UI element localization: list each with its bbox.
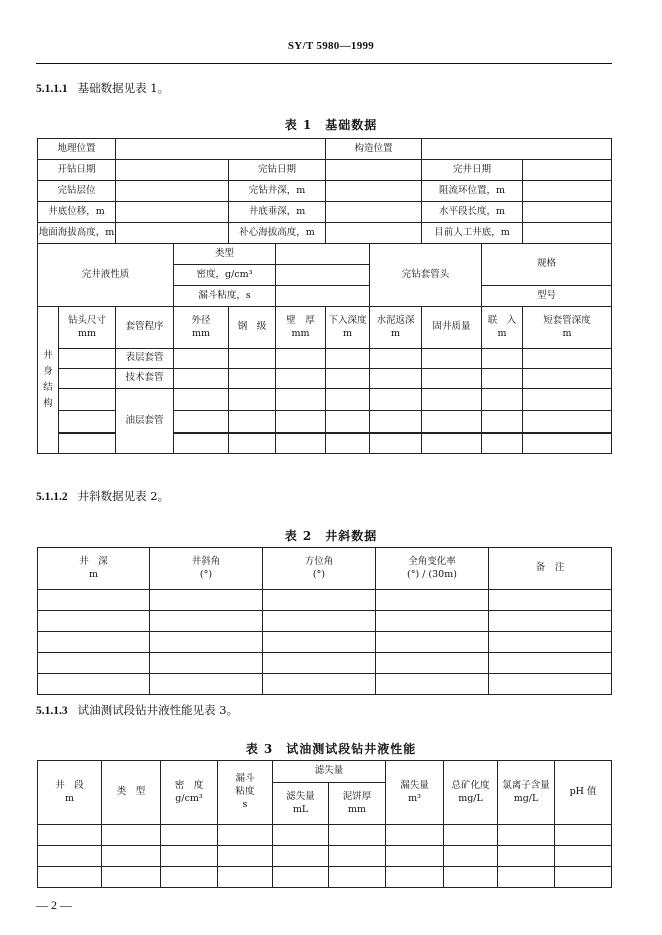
value-cell[interactable]	[38, 632, 150, 653]
hdr-cementing-quality: 固井质量	[422, 307, 482, 349]
value-cell[interactable]	[370, 411, 422, 433]
value-cell[interactable]	[218, 846, 273, 867]
section-number: 5.1.1.1	[36, 83, 68, 95]
value-cell[interactable]	[482, 411, 523, 433]
hdr-joint: 联 入 m	[482, 307, 523, 349]
label-well-structure	[38, 307, 59, 454]
value-cell[interactable]	[102, 846, 161, 867]
value-cell[interactable]	[174, 369, 229, 389]
value-cell[interactable]	[523, 223, 612, 244]
value-cell[interactable]	[523, 202, 612, 223]
value-cell[interactable]	[174, 434, 229, 454]
value-cell[interactable]	[326, 389, 370, 411]
label-well-completion-date: 完井日期	[422, 160, 523, 181]
value-cell[interactable]	[150, 632, 263, 653]
hdr-filtrate: 滤失量 mL	[273, 783, 329, 825]
value-cell[interactable]	[229, 389, 276, 411]
label-fluid-type: 类型	[174, 244, 276, 265]
value-cell[interactable]	[59, 411, 116, 433]
value-cell[interactable]	[229, 411, 276, 433]
hdr-water-loss: 滤失量	[273, 761, 386, 783]
casing-production: 油层套管	[116, 389, 174, 454]
value-cell[interactable]	[38, 674, 150, 695]
value-cell[interactable]	[523, 181, 612, 202]
label-completion-fluid: 完井液性质	[38, 244, 174, 307]
label-geo-location: 地理位置	[38, 139, 116, 160]
value-cell[interactable]	[161, 867, 218, 888]
value-cell[interactable]	[523, 160, 612, 181]
section-number: 5.1.1.3	[36, 705, 68, 717]
hdr-density: 密 度 g/cm³	[161, 761, 218, 825]
label-current-artificial-bottom: 目前人工井底，m	[422, 223, 523, 244]
hdr-casing-program: 套管程序	[116, 307, 174, 349]
label-completion-layer: 完钻层位	[38, 181, 116, 202]
value-cell[interactable]	[422, 434, 482, 454]
value-cell[interactable]	[38, 867, 102, 888]
section-5-1-1-1	[36, 80, 169, 96]
value-cell[interactable]	[59, 434, 116, 454]
value-cell[interactable]	[376, 632, 489, 653]
value-cell[interactable]	[523, 349, 612, 369]
value-cell[interactable]	[489, 653, 612, 674]
hdr-chloride: 氯离子含量 mg/L	[498, 761, 555, 825]
value-cell[interactable]	[489, 632, 612, 653]
value-cell[interactable]	[422, 139, 612, 160]
value-cell[interactable]	[326, 349, 370, 369]
casing-intermediate: 技术套管	[116, 369, 174, 389]
section-text: 井斜数据见表 2。	[77, 489, 170, 503]
value-cell[interactable]	[482, 389, 523, 411]
hdr-azimuth: 方位角 (°)	[263, 548, 376, 590]
section-text: 基础数据见表 1。	[77, 81, 170, 95]
value-cell[interactable]	[150, 611, 263, 632]
hdr-leak-loss: 漏失量 m³	[386, 761, 444, 825]
hdr-dogleg: 全角变化率 (°) / (30m)	[376, 548, 489, 590]
hdr-remarks: 备 注	[489, 548, 612, 590]
value-cell[interactable]	[523, 434, 612, 454]
casing-surface: 表层套管	[116, 349, 174, 369]
value-cell[interactable]	[555, 846, 612, 867]
value-cell[interactable]	[116, 181, 229, 202]
label-horizontal-length: 水平段长度，m	[422, 202, 523, 223]
value-cell[interactable]	[276, 411, 326, 433]
side-char: 身	[43, 365, 53, 377]
hdr-short-casing-depth: 短套管深度 m	[523, 307, 612, 349]
value-cell[interactable]	[376, 611, 489, 632]
hdr-wall-thickness: 壁 厚 mm	[276, 307, 326, 349]
value-cell[interactable]	[444, 867, 498, 888]
hdr-salinity: 总矿化度 mg/L	[444, 761, 498, 825]
hdr-cement-return-depth: 水泥返深 m	[370, 307, 422, 349]
value-cell[interactable]	[376, 674, 489, 695]
section-number: 5.1.1.2	[36, 491, 68, 503]
value-cell[interactable]	[326, 411, 370, 433]
value-cell[interactable]	[370, 369, 422, 389]
table2	[37, 547, 612, 695]
header-rule	[36, 63, 612, 64]
value-cell[interactable]	[116, 139, 326, 160]
value-cell[interactable]	[444, 846, 498, 867]
table1	[37, 138, 612, 454]
value-cell[interactable]	[174, 411, 229, 433]
value-cell[interactable]	[38, 653, 150, 674]
label-model: 型号	[482, 286, 612, 307]
value-cell[interactable]	[263, 653, 376, 674]
value-cell[interactable]	[218, 867, 273, 888]
label-completion-casing-head: 完钻套管头	[370, 244, 482, 307]
value-cell[interactable]	[229, 349, 276, 369]
value-cell[interactable]	[326, 434, 370, 454]
value-cell[interactable]	[161, 825, 218, 846]
value-cell[interactable]	[150, 590, 263, 611]
value-cell[interactable]	[273, 867, 329, 888]
label-choke-ring-position: 阻流环位置，m	[422, 181, 523, 202]
value-cell[interactable]	[386, 825, 444, 846]
value-cell[interactable]	[329, 846, 386, 867]
label-structure-location: 构造位置	[326, 139, 422, 160]
hdr-type: 类 型	[102, 761, 161, 825]
value-cell[interactable]	[276, 349, 326, 369]
value-cell[interactable]	[482, 434, 523, 454]
value-cell[interactable]	[38, 846, 102, 867]
hdr-well-depth: 井 深 m	[38, 548, 150, 590]
table1-caption: 表 1 基础数据	[284, 118, 378, 132]
value-cell[interactable]	[498, 867, 555, 888]
hdr-inclination: 井斜角 (°)	[150, 548, 263, 590]
hdr-ph: pH 值	[555, 761, 612, 825]
value-cell[interactable]	[482, 349, 523, 369]
value-cell[interactable]	[326, 181, 422, 202]
value-cell[interactable]	[523, 411, 612, 433]
side-char: 结	[43, 382, 53, 393]
value-cell[interactable]	[498, 825, 555, 846]
hdr-bit-size: 钻头尺寸 mm	[59, 307, 116, 349]
value-cell[interactable]	[38, 611, 150, 632]
hdr-steel-grade: 钢 级	[229, 307, 276, 349]
value-cell[interactable]	[276, 265, 370, 286]
value-cell[interactable]	[370, 389, 422, 411]
table3-caption: 表 3 试油测试段钻井液性能	[245, 742, 417, 756]
value-cell[interactable]	[116, 223, 229, 244]
label-spud-date: 开钻日期	[38, 160, 116, 181]
section-5-1-1-2	[36, 488, 169, 504]
label-ground-elevation: 地面海拔高度，m	[38, 223, 116, 244]
value-cell[interactable]	[273, 846, 329, 867]
value-cell[interactable]	[422, 389, 482, 411]
value-cell[interactable]	[263, 590, 376, 611]
value-cell[interactable]	[482, 369, 523, 389]
label-fluid-density: 密度，g/cm³	[174, 265, 276, 286]
label-bottom-displacement: 井底位移，m	[38, 202, 116, 223]
value-cell[interactable]	[386, 867, 444, 888]
value-cell[interactable]	[386, 846, 444, 867]
value-cell[interactable]	[229, 434, 276, 454]
table2-caption: 表 2 井斜数据	[284, 529, 378, 543]
value-cell[interactable]	[422, 349, 482, 369]
value-cell[interactable]	[218, 825, 273, 846]
value-cell[interactable]	[59, 369, 116, 389]
value-cell[interactable]	[276, 286, 370, 307]
value-cell[interactable]	[116, 160, 229, 181]
section-5-1-1-3	[36, 702, 238, 718]
value-cell[interactable]	[263, 674, 376, 695]
side-char: 井	[43, 349, 53, 361]
value-cell[interactable]	[370, 434, 422, 454]
value-cell[interactable]	[555, 825, 612, 846]
value-cell[interactable]	[326, 160, 422, 181]
value-cell[interactable]	[329, 825, 386, 846]
value-cell[interactable]	[150, 674, 263, 695]
value-cell[interactable]	[38, 825, 102, 846]
label-completion-drill-date: 完钻日期	[229, 160, 326, 181]
value-cell[interactable]	[59, 349, 116, 369]
value-cell[interactable]	[276, 244, 370, 265]
value-cell[interactable]	[489, 611, 612, 632]
section-text: 试油测试段钻井液性能见表 3。	[77, 703, 239, 717]
value-cell[interactable]	[370, 349, 422, 369]
label-bottom-vertical-depth: 井底垂深，m	[229, 202, 326, 223]
value-cell[interactable]	[376, 590, 489, 611]
value-cell[interactable]	[174, 389, 229, 411]
value-cell[interactable]	[489, 590, 612, 611]
value-cell[interactable]	[102, 867, 161, 888]
value-cell[interactable]	[523, 369, 612, 389]
value-cell[interactable]	[329, 867, 386, 888]
label-funnel-viscosity: 漏斗粘度，s	[174, 286, 276, 307]
table3	[37, 760, 612, 888]
value-cell[interactable]	[273, 825, 329, 846]
value-cell[interactable]	[150, 653, 263, 674]
value-cell[interactable]	[116, 202, 229, 223]
value-cell[interactable]	[161, 846, 218, 867]
hdr-mud-cake: 泥饼厚 mm	[329, 783, 386, 825]
value-cell[interactable]	[376, 653, 489, 674]
value-cell[interactable]	[276, 434, 326, 454]
value-cell[interactable]	[326, 202, 422, 223]
value-cell[interactable]	[263, 611, 376, 632]
page-number: — 2 —	[36, 898, 72, 912]
value-cell[interactable]	[326, 223, 422, 244]
value-cell[interactable]	[263, 632, 376, 653]
value-cell[interactable]	[229, 369, 276, 389]
value-cell[interactable]	[59, 389, 116, 411]
value-cell[interactable]	[276, 389, 326, 411]
value-cell[interactable]	[422, 369, 482, 389]
hdr-section: 井 段 m	[38, 761, 102, 825]
value-cell[interactable]	[489, 674, 612, 695]
hdr-outer-diameter: 外径 mm	[174, 307, 229, 349]
value-cell[interactable]	[38, 590, 150, 611]
value-cell[interactable]	[174, 349, 229, 369]
value-cell[interactable]	[326, 369, 370, 389]
value-cell[interactable]	[444, 825, 498, 846]
side-char: 构	[43, 398, 53, 410]
standard-number: SY/T 5980—1999	[287, 40, 375, 52]
value-cell[interactable]	[102, 825, 161, 846]
value-cell[interactable]	[498, 846, 555, 867]
hdr-funnel-viscosity: 漏斗 粘度 s	[218, 761, 273, 825]
value-cell[interactable]	[555, 867, 612, 888]
value-cell[interactable]	[422, 411, 482, 433]
value-cell[interactable]	[523, 389, 612, 411]
label-spec: 规格	[482, 244, 612, 286]
label-completion-depth: 完钻井深，m	[229, 181, 326, 202]
hdr-run-depth: 下入深度 m	[326, 307, 370, 349]
value-cell[interactable]	[276, 369, 326, 389]
label-kelly-elevation: 补心海拔高度，m	[229, 223, 326, 244]
